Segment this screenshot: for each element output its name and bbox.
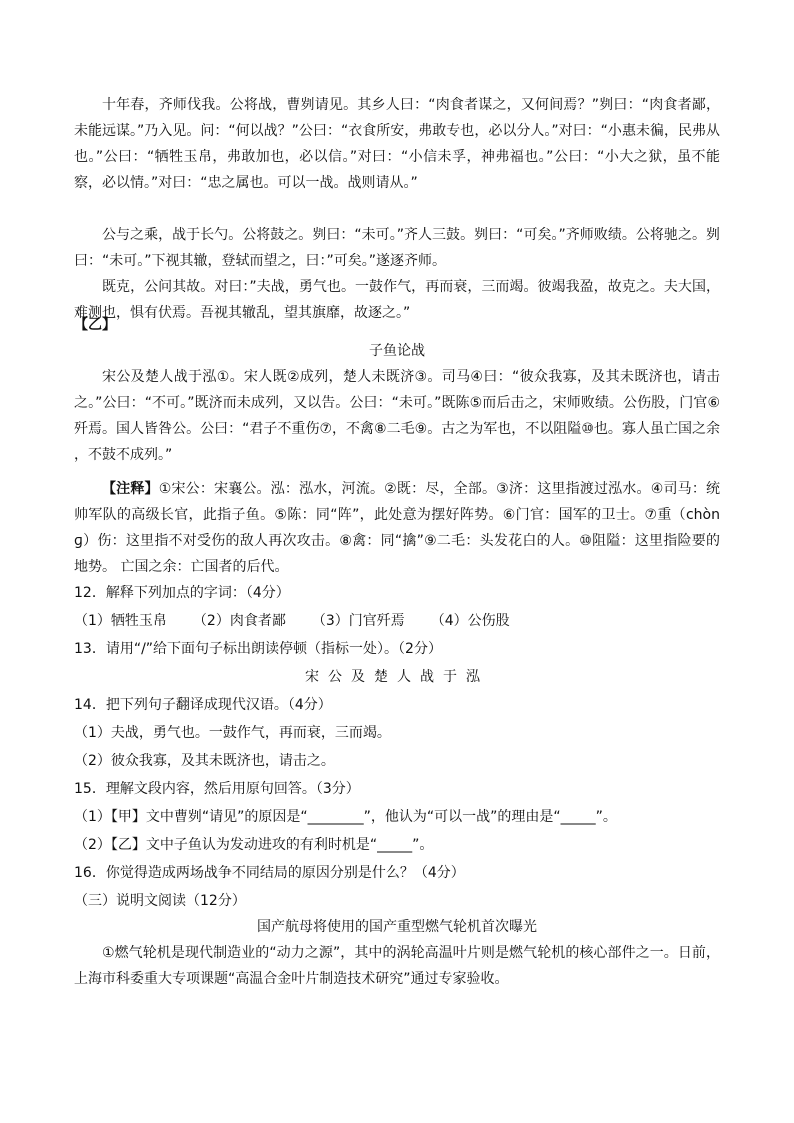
question-14-item-1: （1）夫战，勇气也。一鼓作气，再而衰，三而竭。 (74, 725, 391, 741)
question-12-items (74, 608, 734, 634)
question-12: 12．解释下列加点的字词：（4分） (74, 585, 290, 601)
question-14: 14．把下列句子翻译成现代汉语。（4分） (74, 697, 332, 713)
q12-item-3: （3）门官歼焉 (311, 613, 405, 629)
notes-text: ①宋公：宋襄公。泓：泓水，河流。②既：尽，全部。③济：这里指渡过泓水。④司马：统帅军队的高级长官，此指子鱼。⑤陈：同“阵”，此处意为摆好阵势。⑥门官：国军的卫士。⑦重（chònɡ）伤：这里指不对受伤的敌人再次攻击。⑧禽：同“擒”⑨二毛：头发花白的人。⑩阻隘：这里指险要的地势。 亡国之余：亡国者的后代。 (74, 481, 721, 575)
jia-paragraph-1: 十年春，齐师伐我。公将战，曹刿请见。其乡人曰：“肉食者谋之，又何间焉？”刿曰：“肉食者鄙，未能远谋。”乃入见。问：“何以战？”公曰：“衣食所安，弗敢专也，必以分人。”对曰：“小惠未徧，民弗从也。”公曰：“牺牲玉帛，弗敢加也，必以信。”对曰：“小信未孚，神弗福也。”公曰：“小大之狱，虽不能察，必以情。”对曰：“忠之属也。可以一战。战则请从。” (74, 97, 720, 191)
jia-paragraph-3: 既克，公问其故。对曰：”夫战，勇气也。一鼓作气，再而衰，三而竭。彼竭我盈，故克之。夫大国，难测也，惧有伏焉。吾视其辙乱，望其旗靡，故逐之。” (74, 279, 720, 321)
section-3-title: 国产航母将使用的国产重型燃气轮机首次曝光 (257, 919, 537, 935)
jia-paragraph-2: 公与之乘，战于长勺。公将鼓之。刿曰：“未可。”齐人三鼓。刿曰：“可矣。”齐师败绩。公将驰之。刿曰：“未可。”下视其辙，登轼而望之，曰：”可矣。”遂逐齐师。 (74, 227, 720, 269)
question-14-item-2: （2）彼众我寡，及其未既济也，请击之。 (74, 753, 335, 769)
section-3-paragraph-1: ①燃气轮机是现代制造业的“动力之源”，其中的涡轮高温叶片则是燃气轮机的核心部件之一。日前，上海市科委重大专项课题“高温合金叶片制造技术研究”通过专家验收。 (74, 945, 720, 987)
q12-item-4: （4）公伤股 (430, 613, 510, 629)
q12-item-2: （2）肉食者鄙 (192, 613, 286, 629)
yi-title: 子鱼论战 (369, 343, 425, 359)
question-16: 16．你觉得造成两场战争不同结局的原因分别是什么？（4分） (74, 865, 465, 881)
yi-paragraph: 宋公及楚人战于泓①。宋人既②成列，楚人未既济③。司马④曰：“彼众我寡，及其未既济也，请击之。”公曰：“不可。”既济而未成列，又以告。公曰：“未可。”既陈⑤而后击之，宋师败绩。公伤股，门官⑥歼焉。国人皆咎公。公曰：“君子不重伤⑦，不禽⑧二毛⑨。古之为军也，不以阻隘⑩也。寡人虽亡国之余 ，不鼓不成列。” (74, 369, 720, 463)
question-13-sentence: 宋公及楚人战于泓 (305, 669, 489, 685)
yi-notes (74, 476, 720, 580)
yi-label: 【乙】 (74, 317, 116, 333)
notes-label: 【注释】 (102, 481, 159, 497)
question-13: 13．请用“/”给下面句子标出朗读停顿（指标一处）。（2分） (74, 641, 442, 657)
question-15: 15．理解文段内容，然后用原句回答。（3分） (74, 781, 360, 797)
question-15-item-2: （2）【乙】文中子鱼认为发动进攻的有利时机是“_____”。 (74, 837, 434, 853)
q12-item-1: （1）牺牲玉帛 (74, 613, 167, 629)
section-3-heading: （三）说明文阅读（12分） (74, 893, 246, 909)
question-15-item-1: （1）【甲】文中曹刿“请见”的原因是“________”，他认为“可以一战”的理由是“_____”。 (74, 809, 617, 825)
